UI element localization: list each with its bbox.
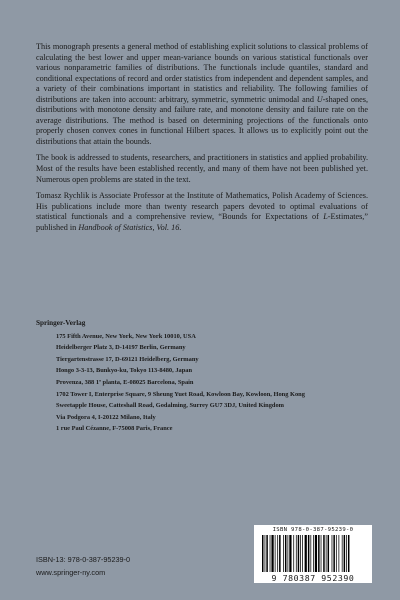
publisher-address: Provenza, 388 1ª planta, E-08025 Barcelona, Spain xyxy=(56,378,194,386)
description-paragraph-2 xyxy=(36,153,368,185)
barcode-bar xyxy=(302,535,303,572)
publisher-address: Via Podgora 4, I-20122 Milano, Italy xyxy=(56,413,156,421)
barcode-bar xyxy=(262,535,264,572)
barcode-bar xyxy=(332,535,333,572)
barcode-bar xyxy=(289,535,291,572)
barcode-bar xyxy=(293,535,294,572)
barcode-bar xyxy=(270,535,271,572)
publisher-url: www.springer-ny.com xyxy=(36,568,106,577)
publisher-address: 1 rue Paul Cézanne, F-75008 Paris, France xyxy=(56,425,173,433)
barcode-bar xyxy=(318,535,320,572)
barcode-bar xyxy=(288,535,289,572)
barcode-bar xyxy=(333,535,335,572)
barcode-bar xyxy=(285,535,287,572)
back-cover-description xyxy=(36,42,368,239)
description-text: The book is addressed to students, researchers, and practitioners in statistics and applied probability. Most of the results have been established recently, and many of them have not been published yet. Numerous open problems are stated in the text. xyxy=(36,153,368,184)
author-bio xyxy=(36,191,368,233)
publisher-address: 175 Fifth Avenue, New York, New York 10010, USA xyxy=(56,332,196,340)
barcode-bar xyxy=(296,535,297,572)
barcode-bar xyxy=(344,535,346,572)
book-citation: Handbook of Statistics, Vol. 16 xyxy=(78,222,180,232)
publisher-address: Tiergartenstrasse 17, D-69121 Heidelberg, Germany xyxy=(56,355,199,363)
publisher-address: Sweetapple House, Catteshall Road, Godalming, Surrey GU7 3DJ, United Kingdom xyxy=(56,402,285,410)
barcode-icon xyxy=(260,535,366,572)
publisher-address: Hongo 3-3-13, Bunkyo-ku, Tokyo 113-8480, Japan xyxy=(56,367,193,375)
barcode-bar xyxy=(336,535,337,572)
barcode-isbn-text: ISBN 978-0-387-95239-0 xyxy=(272,527,354,533)
author-bio-text: . xyxy=(179,222,182,232)
isbn-info xyxy=(36,553,130,579)
barcode-bar xyxy=(275,535,276,572)
publisher-address: Heidelberger Platz 3, D-14197 Berlin, Germany xyxy=(56,344,186,352)
publisher-block xyxy=(36,318,376,435)
barcode-bar xyxy=(328,535,330,572)
description-italic: U xyxy=(316,94,323,104)
barcode-bar xyxy=(266,535,268,572)
description-paragraph-1 xyxy=(36,42,368,147)
barcode-bar xyxy=(346,535,347,572)
barcode-bar xyxy=(339,535,340,572)
barcode-bar xyxy=(283,535,284,572)
barcode-bar xyxy=(279,535,281,572)
publisher-name: Springer-Verlag xyxy=(36,319,86,327)
isbn-13-label: ISBN-13: 978-0-387-95239-0 xyxy=(36,555,131,564)
barcode-bar xyxy=(313,535,314,572)
barcode-bar xyxy=(308,535,310,572)
barcode-bar xyxy=(300,535,301,572)
barcode-bar xyxy=(265,535,266,572)
author-bio-text: -Estimates,” published in xyxy=(36,212,368,232)
barcode-bar xyxy=(321,535,322,572)
barcode-digits: 9 780387 952390 xyxy=(271,573,355,583)
barcode-bar xyxy=(298,535,300,572)
barcode-label xyxy=(254,525,372,583)
barcode-bar xyxy=(326,535,327,572)
barcode-bar xyxy=(305,535,307,572)
publisher-address: 1702 Tower I, Enterprise Square, 9 Sheung Yuet Road, Kowloon Bay, Kowloon, Hong Kong xyxy=(56,390,305,398)
barcode-bar xyxy=(277,535,278,572)
description-text: This monograph presents a general method of establishing explicit solutions to classical problems of calculating the best lower and upper mean-variance bounds on various statistical functionals over various nonparametric families of distributions. The functionals include quantiles, standard and conditional expectations of record and order statistics from independent and dependent samples, and a variety of their combinations important in statistics and reliability. The following families of distributions are taken into account: arbitrary, symmetric, symmetric unimodal and xyxy=(36,42,368,104)
description-text: -shaped ones, distributions with monotone density and failure rate, and monotone density and failure rate on the average distributions. The method is based on determining projections of the functionals onto properly chosen convex cones in functional Hilbert spaces. It allows us to explicitly point out the distributions that attain the bounds. xyxy=(36,94,368,146)
barcode-bar xyxy=(348,535,350,572)
barcode-bar xyxy=(315,535,317,572)
author-bio-italic: L xyxy=(323,212,328,222)
barcode-bar xyxy=(323,535,325,572)
barcode-bar xyxy=(310,535,311,572)
barcode-bar xyxy=(342,535,343,572)
barcode-bar xyxy=(271,535,273,572)
author-bio-text: Tomasz Rychlik is Associate Professor at the Institute of Mathematics, Polish Academy of Sciences. His publications include more than twenty research papers devoted to optimal evaluations of statistical functionals and a comprehensive review, “Bounds for Expectations of xyxy=(36,191,368,222)
